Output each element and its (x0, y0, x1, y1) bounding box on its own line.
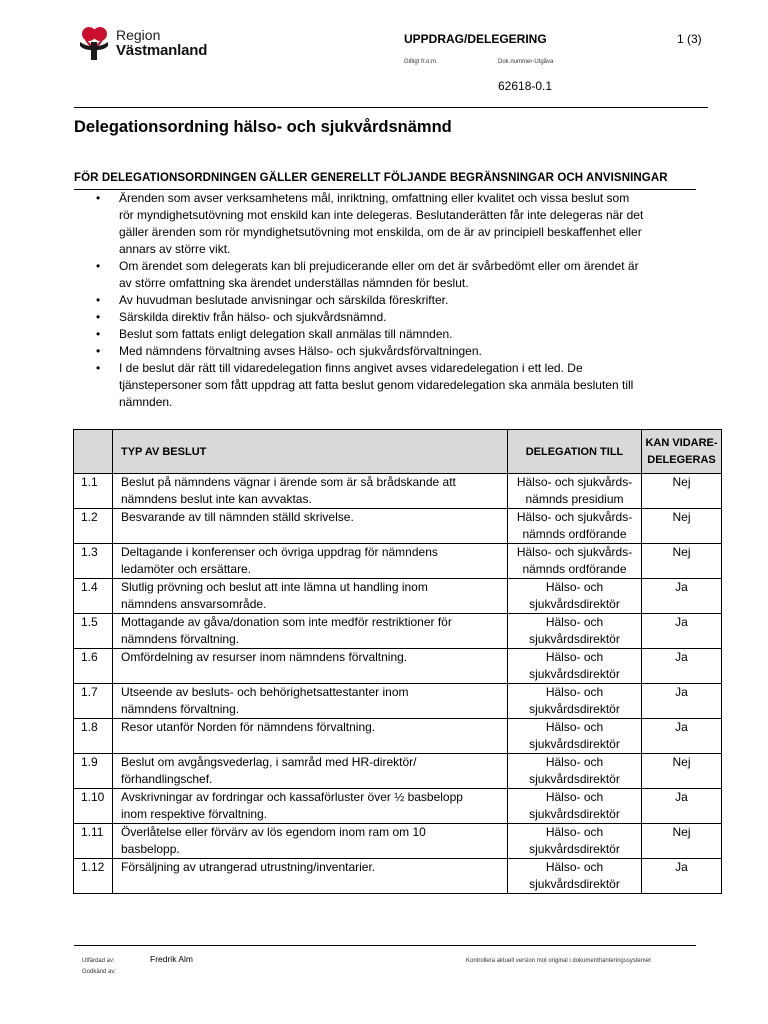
decision-type (113, 754, 508, 789)
list-item-line: gäller ärenden som rör myndighetsutövning mot enskilda, om de är av principiell beskaffenhet eller (119, 225, 642, 239)
list-item-line: I de beslut där rätt till vidaredelegation finns angivet avses vidaredelegation i ett led. De (119, 361, 583, 375)
decision-type (113, 719, 508, 754)
table-row (74, 824, 722, 859)
delegated-to-line: sjukvårdsdirektör (529, 702, 620, 716)
decision-type-line: Besvarande av till nämnden ställd skrivelse. (121, 510, 354, 524)
list-item-line: Ärenden som avser verksamhetens mål, inriktning, omfattning eller kvalitet och vissa beslut som (119, 191, 630, 205)
row-number: 1.1 (74, 474, 113, 509)
bullet-icon: • (96, 293, 101, 307)
row-number: 1.7 (74, 684, 113, 719)
bullet-icon: • (96, 310, 101, 324)
can-redelegate: Ja (642, 719, 722, 754)
can-redelegate: Nej (642, 474, 722, 509)
footer-note: Kontrollera aktuell version mot original i dokumenthanteringssystemet (466, 958, 651, 964)
delegated-to-line: sjukvårdsdirektör (529, 842, 620, 856)
header-num (74, 430, 113, 474)
row-number: 1.9 (74, 754, 113, 789)
can-redelegate: Ja (642, 789, 722, 824)
docnum-label: Dok.nummer-Utgåva (498, 59, 554, 65)
table-row (74, 859, 722, 894)
delegated-to (508, 754, 642, 789)
list-item (94, 292, 704, 309)
can-redelegate: Ja (642, 859, 722, 894)
delegated-to (508, 684, 642, 719)
header-kan-line2: DELEGERAS (647, 453, 716, 466)
page-number: 1 (3) (677, 32, 702, 46)
delegated-to-line: Hälso- och (545, 825, 604, 839)
delegated-to-line: nämnds presidium (525, 492, 624, 506)
decision-type (113, 579, 508, 614)
decision-type-line: Utseende av besluts- och behörighetsattestanter inom (121, 685, 409, 699)
table-body (74, 474, 722, 894)
logo-stem (91, 42, 97, 60)
list-item-line: tjänstepersoner som fått uppdrag att fatta beslut genom vidaredelegation ska anmäla besluten till (119, 378, 634, 392)
bullet-icon: • (96, 191, 101, 205)
delegated-to-line: Hälso- och (545, 860, 604, 874)
delegated-to-line: sjukvårdsdirektör (529, 597, 620, 611)
list-item-line: Av huvudman beslutade anvisningar och särskilda föreskrifter. (119, 293, 449, 307)
decision-type-line: nämndens beslut inte kan avvaktas. (121, 492, 312, 506)
footer-divider (74, 945, 696, 946)
list-item-line: rör myndighetsutövning mot enskild kan inte delegeras. Beslutanderätten får inte delegeras när det (119, 208, 644, 222)
delegated-to (508, 719, 642, 754)
can-redelegate: Nej (642, 544, 722, 579)
list-item (94, 326, 704, 343)
list-item-line: nämnden. (119, 395, 173, 409)
list-item (94, 360, 704, 411)
table-row (74, 789, 722, 824)
delegated-to (508, 544, 642, 579)
delegated-to-line: sjukvårdsdirektör (529, 632, 620, 646)
delegated-to (508, 579, 642, 614)
row-number: 1.2 (74, 509, 113, 544)
logo-right-circle (93, 27, 107, 41)
row-number: 1.8 (74, 719, 113, 754)
decision-type (113, 544, 508, 579)
delegated-to-line: Hälso- och (545, 580, 604, 594)
delegated-to-line: Hälso- och (545, 790, 604, 804)
table-row (74, 684, 722, 719)
row-number: 1.5 (74, 614, 113, 649)
table-row (74, 509, 722, 544)
decision-type (113, 509, 508, 544)
guidelines-list (94, 190, 704, 411)
list-item-line: annars av större vikt. (119, 242, 231, 256)
decision-type-line: Beslut om avgångsvederlag, i samråd med HR-direktör/ (121, 755, 417, 769)
decision-type-line: Avskrivningar av fordringar och kassaförluster över ½ basbelopp (121, 790, 463, 804)
decision-type-line: Beslut på nämndens vägnar i ärende som är så brådskande att (121, 475, 456, 489)
issued-by-name: Fredrik Alm (150, 954, 193, 964)
header-divider (74, 107, 708, 108)
table-row (74, 754, 722, 789)
list-item (94, 190, 704, 258)
decision-type-line: Slutlig prövning och beslut att inte lämna ut handling inom (121, 580, 428, 594)
decision-type (113, 474, 508, 509)
row-number: 1.12 (74, 859, 113, 894)
delegated-to-line: Hälso- och sjukvårds- (516, 510, 633, 524)
decision-type-line: basbelopp. (121, 842, 180, 856)
decision-type-line: Försäljning av utrangerad utrustning/inventarier. (121, 860, 376, 874)
bullet-icon: • (96, 327, 101, 341)
table-row (74, 579, 722, 614)
delegated-to (508, 789, 642, 824)
issued-by-label: Utfärdad av: (82, 958, 115, 964)
delegated-to (508, 614, 642, 649)
decision-type-line: Deltagande i konferenser och övriga uppdrag för nämndens (121, 545, 438, 559)
section-title: FÖR DELEGATIONSORDNINGEN GÄLLER GENERELLT FÖLJANDE BEGRÄNSNINGAR OCH ANVISNINGAR (74, 172, 668, 184)
page-title: Delegationsordning hälso- och sjukvårdsnämnd (74, 118, 452, 136)
delegated-to-line: Hälso- och (545, 755, 604, 769)
delegated-to-line: nämnds ordförande (522, 562, 627, 576)
decision-type-line: förhandlingschef. (121, 772, 213, 786)
delegated-to (508, 824, 642, 859)
table-row (74, 719, 722, 754)
table-header-row (74, 430, 722, 474)
delegated-to (508, 649, 642, 684)
header-kan-vidaredelegeras (642, 430, 722, 474)
list-item-line: Särskilda direktiv från hälso- och sjukvårdsnämnd. (119, 310, 387, 324)
delegated-to-line: Hälso- och sjukvårds- (516, 475, 633, 489)
delegated-to-line: Hälso- och (545, 685, 604, 699)
approved-by-label: Godkänd av: (82, 969, 117, 975)
table-row (74, 649, 722, 684)
document-number: 62618-0.1 (498, 79, 553, 93)
valid-from-label: Giltigt fr.o.m. (404, 59, 438, 65)
can-redelegate: Ja (642, 579, 722, 614)
delegated-to-line: sjukvårdsdirektör (529, 667, 620, 681)
header-kan-line1: KAN VIDARE- (645, 436, 718, 449)
delegated-to-line: sjukvårdsdirektör (529, 737, 620, 751)
delegated-to-line: Hälso- och (545, 650, 604, 664)
can-redelegate: Ja (642, 684, 722, 719)
logo-org-name: Västmanland (116, 42, 208, 59)
can-redelegate: Ja (642, 649, 722, 684)
decision-type (113, 859, 508, 894)
delegated-to-line: Hälso- och sjukvårds- (516, 545, 633, 559)
decision-type (113, 649, 508, 684)
decision-type-line: Omfördelning av resurser inom nämndens förvaltning. (121, 650, 408, 664)
table-row (74, 474, 722, 509)
delegated-to (508, 509, 642, 544)
list-item-line: Beslut som fattats enligt delegation skall anmälas till nämnden. (119, 327, 453, 341)
document-type: UPPDRAG/DELEGERING (404, 32, 547, 46)
bullet-icon: • (96, 259, 101, 273)
delegated-to-line: Hälso- och (545, 720, 604, 734)
delegated-to (508, 474, 642, 509)
logo-text (116, 28, 207, 58)
decision-type-line: inom respektive förvaltning. (121, 807, 268, 821)
delegated-to-line: Hälso- och (545, 615, 604, 629)
decision-type-line: Resor utanför Norden för nämndens förvaltning. (121, 720, 376, 734)
decision-type-line: nämndens förvaltning. (121, 702, 240, 716)
list-item (94, 343, 704, 360)
list-item (94, 258, 704, 292)
table-row (74, 614, 722, 649)
list-item-line: Om ärendet som delegerats kan bli prejudicerande eller om det är svårbedömt eller om ärendet är (119, 259, 639, 273)
decision-type-line: Mottagande av gåva/donation som inte medför restriktioner för (121, 615, 452, 629)
decision-type (113, 789, 508, 824)
decision-type (113, 824, 508, 859)
delegated-to-line: sjukvårdsdirektör (529, 772, 620, 786)
can-redelegate: Nej (642, 754, 722, 789)
bullet-icon: • (96, 361, 101, 375)
bullet-icon: • (96, 344, 101, 358)
header-delegation: DELEGATION TILL (508, 430, 642, 474)
row-number: 1.4 (74, 579, 113, 614)
delegated-to-line: sjukvårdsdirektör (529, 807, 620, 821)
row-number: 1.3 (74, 544, 113, 579)
decision-type (113, 684, 508, 719)
table-row (74, 544, 722, 579)
row-number: 1.11 (74, 824, 113, 859)
row-number: 1.6 (74, 649, 113, 684)
row-number: 1.10 (74, 789, 113, 824)
list-item (94, 309, 704, 326)
can-redelegate: Nej (642, 824, 722, 859)
delegated-to-line: sjukvårdsdirektör (529, 877, 620, 891)
header-type: TYP AV BESLUT (113, 430, 508, 474)
can-redelegate: Nej (642, 509, 722, 544)
decision-type-line: Överlåtelse eller förvärv av lös egendom inom ram om 10 (121, 825, 426, 839)
decision-type (113, 614, 508, 649)
delegated-to (508, 859, 642, 894)
delegation-table (73, 429, 722, 894)
decision-type-line: ledamöter och ersättare. (121, 562, 252, 576)
logo-region: Region (116, 27, 161, 43)
decision-type-line: nämndens förvaltning. (121, 632, 240, 646)
delegated-to-line: nämnds ordförande (522, 527, 627, 541)
list-item-line: av större omfattning ska ärendet underställas nämnden för beslut. (119, 276, 469, 290)
can-redelegate: Ja (642, 614, 722, 649)
decision-type-line: nämndens ansvarsområde. (121, 597, 267, 611)
list-item-line: Med nämndens förvaltning avses Hälso- och sjukvårdsförvaltningen. (119, 344, 482, 358)
